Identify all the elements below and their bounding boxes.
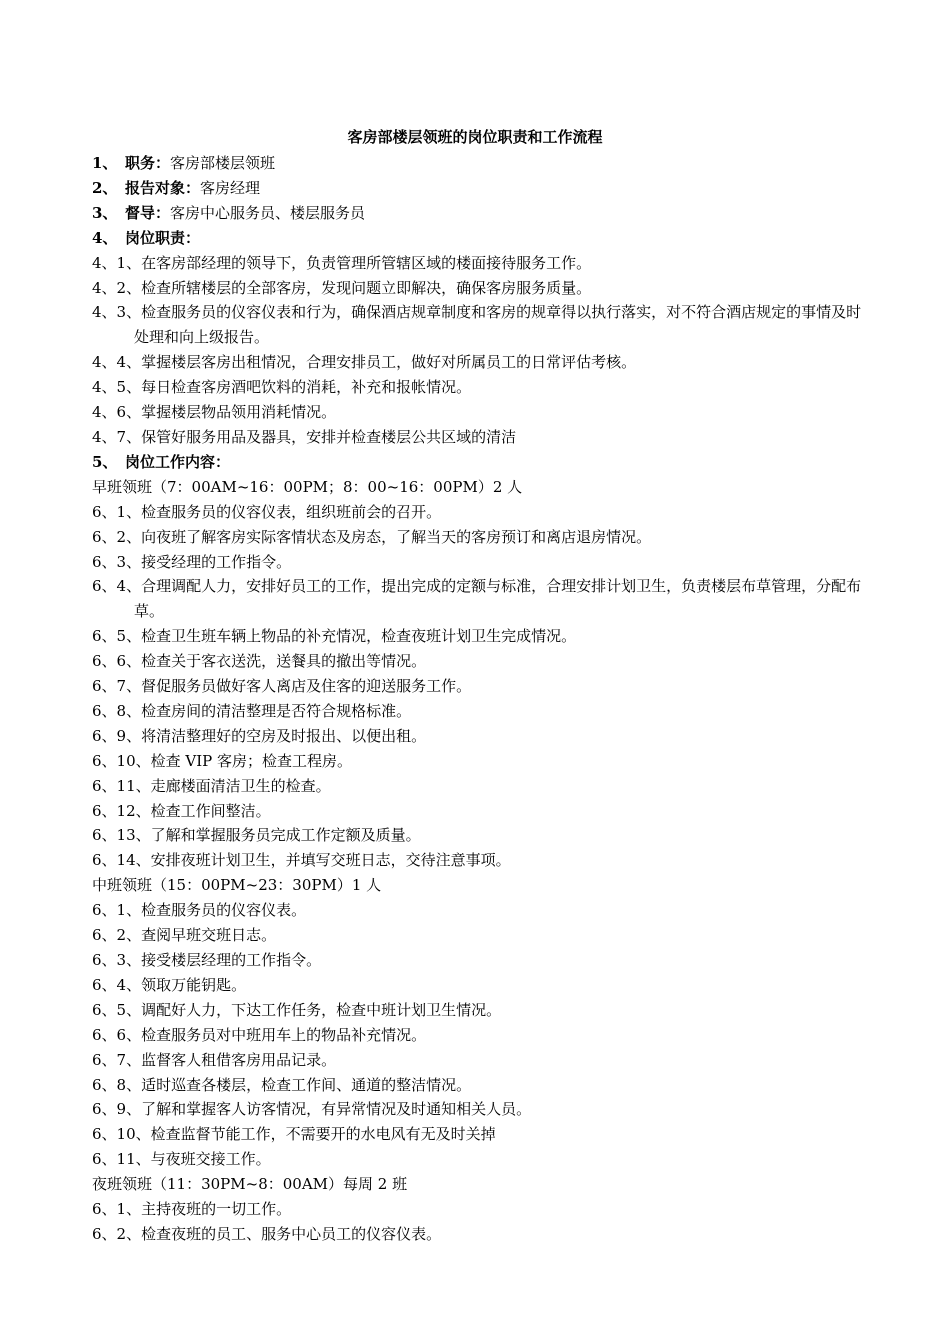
section-header-work-content: [92, 450, 862, 475]
duty-item: 4、1、在客房部经理的领导下，负责管理所管辖区域的楼面接待服务工作。: [92, 253, 592, 272]
section-number: 3、: [92, 203, 118, 222]
section-number: 1、: [92, 154, 118, 172]
section-value: 客房中心服务员、楼层服务员: [170, 203, 366, 222]
shift-item: 6、8、适时巡查各楼层，检查工作间、通道的整洁情况。: [92, 1075, 472, 1094]
duty-item: 4、4、掌握楼层客房出租情况，合理安排员工，做好对所属员工的日常评估考核。: [92, 353, 637, 372]
shift-item: 6、5、调配好人力，下达工作任务，检查中班计划卫生情况。: [92, 1000, 502, 1019]
duty-item: 4、5、每日检查客房酒吧饮料的消耗，补充和报帐情况。: [92, 378, 472, 397]
shift-heading-morning: 早班领班（7：00AM~16：00PM；8：00~16：00PM）2 人: [92, 477, 523, 496]
duty-item: 4、3、检查服务员的仪容仪表和行为，确保酒店规章制度和客房的规章得以执行落实，对不符合酒店规定的事情及时处理和向上级报告。: [92, 303, 862, 347]
duty-item: 4、2、检查所辖楼层的全部客房，发现问题立即解决，确保客房服务质量。: [92, 278, 592, 297]
section-label: 职务：: [125, 154, 171, 172]
shift-item: 6、13、了解和掌握服务员完成工作定额及质量。: [92, 826, 421, 845]
shift-item: 6、3、接受经理的工作指令。: [92, 552, 292, 571]
shift-item: 6、11、走廊楼面清洁卫生的检查。: [92, 776, 331, 795]
shift-heading-middle: 中班领班（15：00PM~23：30PM）1 人: [92, 876, 382, 895]
section-number: 2、: [92, 178, 118, 197]
section-label: 岗位职责：: [125, 228, 201, 247]
shift-item: 6、9、了解和掌握客人访客情况，有异常情况及时通知相关人员。: [92, 1100, 532, 1119]
shift-item: 6、6、检查关于客衣送洗，送餐具的撤出等情况。: [92, 652, 427, 671]
shift-item: 6、11、与夜班交接工作。: [92, 1150, 271, 1169]
shift-item: 6、6、检查服务员对中班用车上的物品补充情况。: [92, 1025, 427, 1044]
shift-item: 6、1、检查服务员的仪容仪表。: [92, 901, 307, 920]
section-header-report-to: [92, 176, 862, 201]
shift-item: 6、12、检查工作间整洁。: [92, 801, 271, 820]
section-label: 督导：: [125, 203, 171, 222]
section-label: 报告对象：: [125, 178, 201, 197]
shift-item: 6、7、督促服务员做好客人离店及住客的迎送服务工作。: [92, 677, 472, 696]
shift-item: 6、7、监督客人租借客房用品记录。: [92, 1050, 337, 1069]
section-number: 4、: [92, 228, 118, 247]
duty-item: 4、6、掌握楼层物品领用消耗情况。: [92, 403, 337, 422]
shift-item: 6、2、查阅早班交班日志。: [92, 926, 277, 945]
shift-item: 6、10、检查 VIP 客房；检查工程房。: [92, 751, 353, 770]
duty-item: 4、7、保管好服务用品及器具，安排并检查楼层公共区域的清洁: [92, 427, 517, 446]
section-value: 客房部楼层领班: [170, 154, 276, 172]
shift-item: 6、5、检查卫生班车辆上物品的补充情况，检查夜班计划卫生完成情况。: [92, 627, 577, 646]
shift-item: 6、3、接受楼层经理的工作指令。: [92, 951, 322, 969]
shift-item: 6、4、领取万能钥匙。: [92, 975, 247, 994]
shift-item: 6、1、检查服务员的仪容仪表，组织班前会的召开。: [92, 502, 442, 521]
section-label: 岗位工作内容：: [125, 452, 231, 471]
document-title: 客房部楼层领班的岗位职责和工作流程: [347, 128, 603, 146]
shift-item: 6、2、向夜班了解客房实际客情状态及房态，了解当天的客房预订和离店退房情况。: [92, 527, 652, 546]
section-number: 5、: [92, 452, 118, 471]
shift-item: 6、1、主持夜班的一切工作。: [92, 1200, 292, 1219]
shift-item: 6、9、将清洁整理好的空房及时报出、以便出租。: [92, 726, 427, 745]
section-header-duties: [92, 226, 862, 251]
shift-item: 6、8、检查房间的清洁整理是否符合规格标准。: [92, 701, 412, 720]
shift-item: 6、2、检查夜班的员工、服务中心员工的仪容仪表。: [92, 1224, 442, 1243]
shift-item: 6、14、安排夜班计划卫生，并填写交班日志，交待注意事项。: [92, 851, 511, 870]
section-value: 客房经理: [200, 178, 261, 197]
shift-heading-night: 夜班领班（11：30PM~8：00AM）每周 2 班: [92, 1175, 408, 1194]
section-header-position: [92, 151, 862, 176]
shift-item: 6、4、合理调配人力，安排好员工的工作，提出完成的定额与标准，合理安排计划卫生，负责楼层布草管理，分配布草。: [92, 577, 862, 621]
section-header-supervise: [92, 201, 862, 226]
shift-item: 6、10、检查监督节能工作，不需要开的水电风有无及时关掉: [92, 1125, 496, 1144]
document-body: [92, 151, 862, 1247]
